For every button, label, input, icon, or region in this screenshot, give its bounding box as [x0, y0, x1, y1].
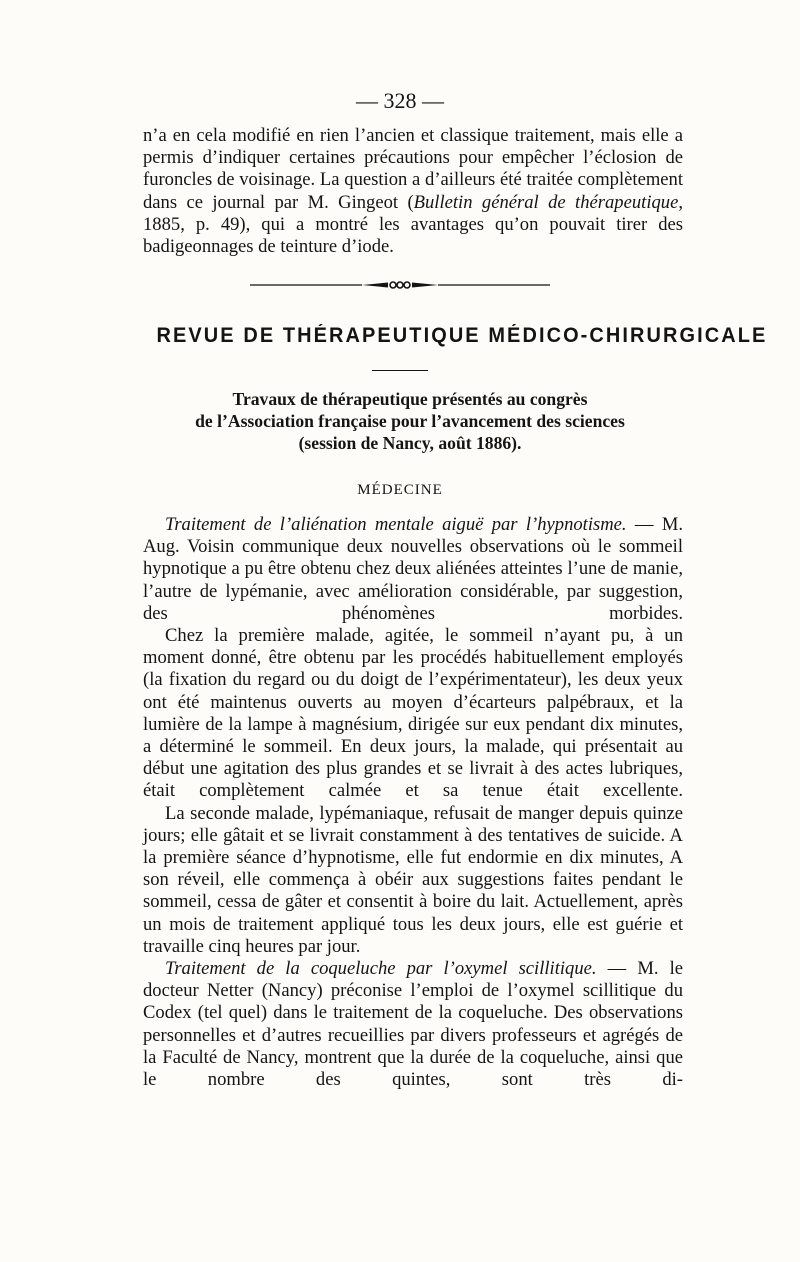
journal-citation: Bulletin général de thérapeutique: [413, 191, 679, 213]
page-number: — 328 —: [356, 88, 444, 113]
intro-paragraph: [143, 125, 683, 258]
alienation-paragraph-2: Chez la première malade, agitée, le sommeil n’ayant pu, à un moment donné, être obtenu par les procédés habituellement employés (la fixation du regard ou du doigt de l’expérimentateur), les deux yeux ont été maintenus ouverts au moyen d’écarteurs palpébraux, et la lumière de la lampe à magnésium, dirigée sur eux pendant dix minutes, a déterminé le sommeil. En deux jours, la malade, qui présentait au début une agitation des plus grandes et se livrait à des actes lubriques, était complètement calmée et sa tenue était excellente.: [143, 625, 683, 802]
section-subtitle: [120, 388, 700, 454]
alienation-title: Traitement de l’aliénation mentale aiguë par l’hypnotisme.: [165, 514, 627, 535]
intro-text-a: n’a en cela modifié en rien l’ancien et classique traitement, mais elle a permis d’indiquer certaines précautions pour empêcher l’éclosion de furoncles de voisinage. La question a d’ailleurs été traitée complètement dans ce journal par M. Gingeot (: [143, 125, 683, 213]
coqueluche-title: Traitement de la coqueluche par l’oxymel scillitique.: [165, 958, 597, 980]
alienation-paragraph-1: [143, 514, 683, 625]
coqueluche-paragraph: [143, 958, 683, 1091]
category-heading: MÉDECINE: [357, 482, 443, 498]
coqueluche-lead: — M. le docteur Netter (Nancy) préconise l’emploi de l’oxymel scillitique du Codex (tel quel) dans le traitement de la coqueluche. Des observations personnelles et d’autres recueillies par divers professeurs et agrégés de la Faculté de Nancy, montrent que la durée de la coqueluche, ainsi que le nombre des quintes, sont très di-: [143, 958, 683, 1091]
heading-divider: [372, 370, 428, 371]
intro-text-b: , 1885, p. 49), qui a montré les avantages qu’on pouvait tirer des badigeonnages de teinture d’iode.: [143, 191, 683, 258]
subtitle-line: Travaux de thérapeutique présentés au congrès: [232, 389, 588, 409]
subtitle-line: de l’Association française pour l’avancement des sciences: [195, 411, 625, 431]
dash-ornament-icon: [0, 280, 800, 290]
subtitle-line: (session de Nancy, août 1886).: [298, 433, 522, 453]
intro-text: [143, 125, 683, 258]
alienation-lead: — M. Aug. Voisin communique deux nouvelles observations où le sommeil hypnotique a pu être obtenu chez deux aliénées atteintes l’une de manie, l’autre de lypémanie, avec amélioration considérable, par suggestion, des phénomènes morbides.: [143, 514, 683, 624]
section-heading: REVUE DE THÉRAPEUTIQUE MÉDICO-CHIRURGICALE: [156, 324, 768, 347]
ornament-rule-icon: [250, 280, 550, 290]
alienation-paragraph-3: La seconde malade, lypémaniaque, refusait de manger depuis quinze jours; elle gâtait et se livrait constamment à des tentatives de suicide. A la première séance d’hypnotisme, elle fut endormie en dix minutes, A son réveil, elle commença à obéir aux suggestions faites pendant le sommeil, cessa de gâter et consentit à boire du lait. Actuellement, après un mois de traitement appliqué tous les deux jours, elle est guérie et travaille cinq heures par jour.: [143, 802, 683, 957]
article-body: [143, 514, 683, 1091]
